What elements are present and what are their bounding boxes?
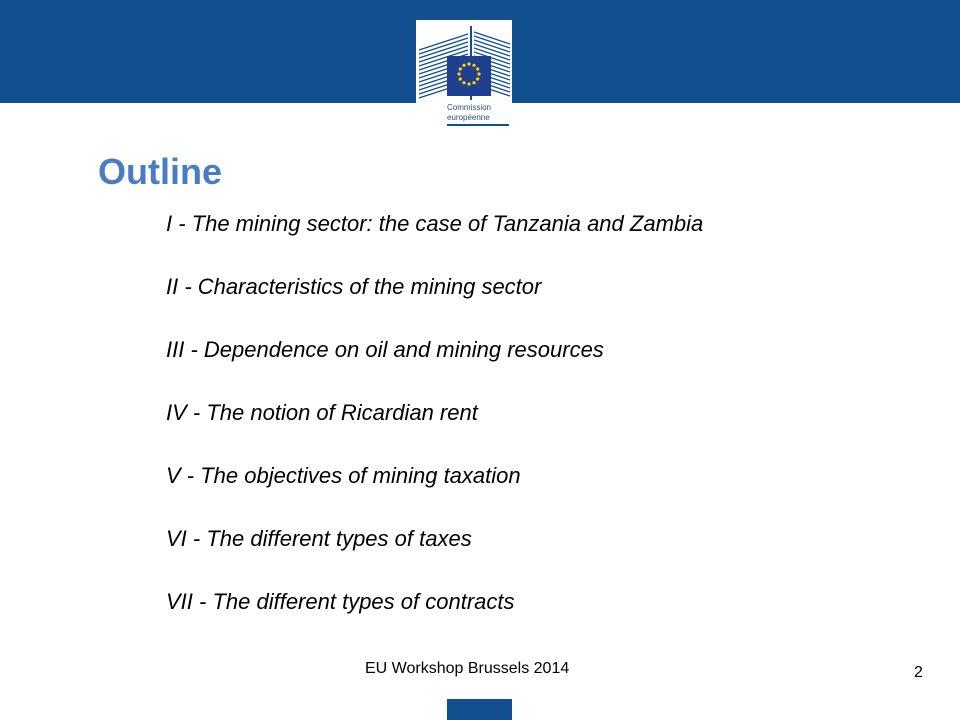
eu-flag-icon — [416, 20, 512, 104]
outline-item-3: III - Dependence on oil and mining resources — [166, 337, 604, 362]
outline-item-5: V - The objectives of mining taxation — [166, 463, 521, 488]
footer-text: EU Workshop Brussels 2014 — [365, 660, 570, 677]
footer-tab — [447, 699, 512, 720]
outline-item-1: I - The mining sector: the case of Tanzania and Zambia — [166, 211, 704, 236]
outline-item-7: VII - The different types of contracts — [166, 589, 515, 614]
slide-title: Outline — [98, 151, 222, 192]
outline-item-2: II - Characteristics of the mining sector — [166, 274, 542, 299]
outline-list — [166, 205, 703, 646]
logo-text-commission: Commission — [447, 103, 492, 112]
page-number: 2 — [914, 664, 923, 681]
european-commission-logo — [416, 20, 512, 132]
logo-underline — [447, 124, 509, 126]
outline-item-4: IV - The notion of Ricardian rent — [166, 400, 478, 425]
outline-item-6: VI - The different types of taxes — [166, 526, 472, 551]
logo-text-europeenne: européenne — [447, 113, 490, 122]
